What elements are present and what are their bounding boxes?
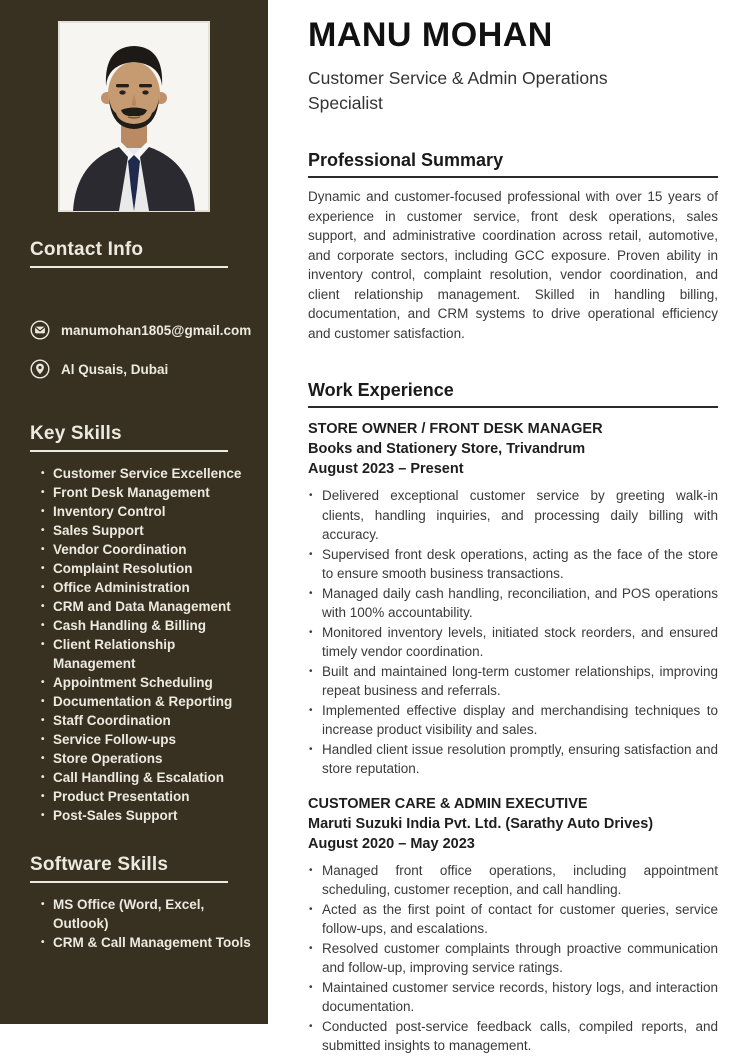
job-company: Books and Stationery Store, Trivandrum bbox=[308, 441, 586, 457]
profile-photo-illustration bbox=[59, 22, 209, 211]
sidebar bbox=[0, 0, 268, 1024]
job-bullet: • Implemented effective display and merchandising techniques to increase product visibility and sales. bbox=[308, 701, 718, 740]
main-content bbox=[268, 0, 744, 1053]
key-skills-list bbox=[41, 464, 256, 825]
job-dates: August 2020 – May 2023 bbox=[308, 835, 475, 852]
job-title: STORE OWNER / FRONT DESK MANAGER bbox=[308, 421, 603, 437]
skill-item: • Call Handling & Escalation bbox=[41, 768, 256, 787]
software-skills-section bbox=[0, 854, 268, 952]
skill-item: • Documentation & Reporting bbox=[41, 692, 256, 711]
candidate-title: Customer Service & Admin Operations Specialist bbox=[308, 68, 608, 113]
job-entry-2 bbox=[308, 794, 718, 1056]
skill-item: • Inventory Control bbox=[41, 502, 256, 521]
skill-item: • Staff Coordination bbox=[41, 711, 256, 730]
key-skills-section bbox=[0, 423, 268, 825]
software-skill-item: • CRM & Call Management Tools bbox=[41, 933, 256, 952]
skill-item: • Sales Support bbox=[41, 521, 256, 540]
skill-item: • Service Follow-ups bbox=[41, 730, 256, 749]
profile-photo bbox=[58, 21, 210, 212]
candidate-name: MANU MOHAN bbox=[308, 16, 553, 54]
software-skills-list bbox=[41, 895, 256, 952]
skill-item: • Vendor Coordination bbox=[41, 540, 256, 559]
job-bullet-list bbox=[308, 861, 718, 1056]
job-bullet: • Managed front office operations, including appointment scheduling, customer reception, and call handling. bbox=[308, 861, 718, 900]
job-bullet: • Supervised front desk operations, acting as the face of the store to ensure smooth business transactions. bbox=[308, 545, 718, 584]
professional-summary-heading: Professional Summary bbox=[308, 150, 718, 178]
email-icon bbox=[30, 320, 50, 340]
job-dates: August 2023 – Present bbox=[308, 461, 464, 477]
skill-item: • Appointment Scheduling bbox=[41, 673, 256, 692]
work-experience-section bbox=[308, 380, 718, 1056]
skill-item: • Store Operations bbox=[41, 749, 256, 768]
skill-item: • Product Presentation bbox=[41, 787, 256, 806]
software-skills-heading: Software Skills bbox=[30, 854, 228, 883]
job-bullet: • Monitored inventory levels, initiated stock reorders, and ensured timely vendor coordination. bbox=[308, 623, 718, 662]
skill-item: • Client Relationship Management bbox=[41, 635, 256, 673]
work-experience-heading: Work Experience bbox=[308, 380, 718, 408]
job-bullet: • Resolved customer complaints through proactive communication and follow-up, improving service ratings. bbox=[308, 939, 718, 978]
skill-item: • Post-Sales Support bbox=[41, 806, 256, 825]
location-icon bbox=[30, 359, 50, 379]
skill-item: • Complaint Resolution bbox=[41, 559, 256, 578]
skill-item: • Customer Service Excellence bbox=[41, 464, 256, 483]
skill-item: • Cash Handling & Billing bbox=[41, 616, 256, 635]
skill-item: • CRM and Data Management bbox=[41, 597, 256, 616]
contact-location-row bbox=[30, 359, 268, 379]
job-bullet: • Managed daily cash handling, reconciliation, and POS operations with 100% accountability. bbox=[308, 584, 718, 623]
job-bullet: • Built and maintained long-term customer relationships, improving repeat business and referrals. bbox=[308, 662, 718, 701]
job-bullet: • Handled client issue resolution promptly, ensuring satisfaction and store reputation. bbox=[308, 740, 718, 779]
contact-location-text: Al Qusais, Dubai bbox=[61, 361, 169, 377]
job-bullet-list bbox=[308, 486, 718, 779]
contact-heading: Contact Info bbox=[30, 239, 228, 268]
contact-email-row bbox=[30, 320, 268, 340]
job-entry-1 bbox=[308, 419, 718, 779]
professional-summary-text: Dynamic and customer-focused professional with over 15 years of experience in customer service, front desk operations, sales support, and administrative coordination across retail, automotive, and corporate sectors, including GCC exposure. Proven ability in inventory control, complaint resolution, vendor coordination, and client relationship management. Skilled in handling billing, documentation, and CRM systems to drive operational efficiency and customer satisfaction. bbox=[308, 189, 718, 341]
skill-item: • Front Desk Management bbox=[41, 483, 256, 502]
contact-section bbox=[0, 239, 268, 379]
job-bullet: • Delivered exceptional customer service by greeting walk-in clients, handling inquiries, and processing daily billing with accuracy. bbox=[308, 486, 718, 545]
job-title: CUSTOMER CARE & ADMIN EXECUTIVE bbox=[308, 795, 588, 812]
software-skill-item: • MS Office (Word, Excel, Outlook) bbox=[41, 895, 256, 933]
job-company: Maruti Suzuki India Pvt. Ltd. (Sarathy Auto Drives) bbox=[308, 815, 654, 832]
job-bullet: • Acted as the first point of contact for customer queries, service follow-ups, and escalations. bbox=[308, 900, 718, 939]
skill-item: • Office Administration bbox=[41, 578, 256, 597]
job-bullet: • Maintained customer service records, history logs, and interaction documentation. bbox=[308, 978, 718, 1017]
key-skills-heading: Key Skills bbox=[30, 423, 228, 452]
contact-email-text: manumohan1805@gmail.com bbox=[61, 322, 252, 338]
professional-summary-section bbox=[308, 150, 718, 343]
job-bullet: • Conducted post-service feedback calls, compiled reports, and submitted insights to management. bbox=[308, 1017, 718, 1056]
